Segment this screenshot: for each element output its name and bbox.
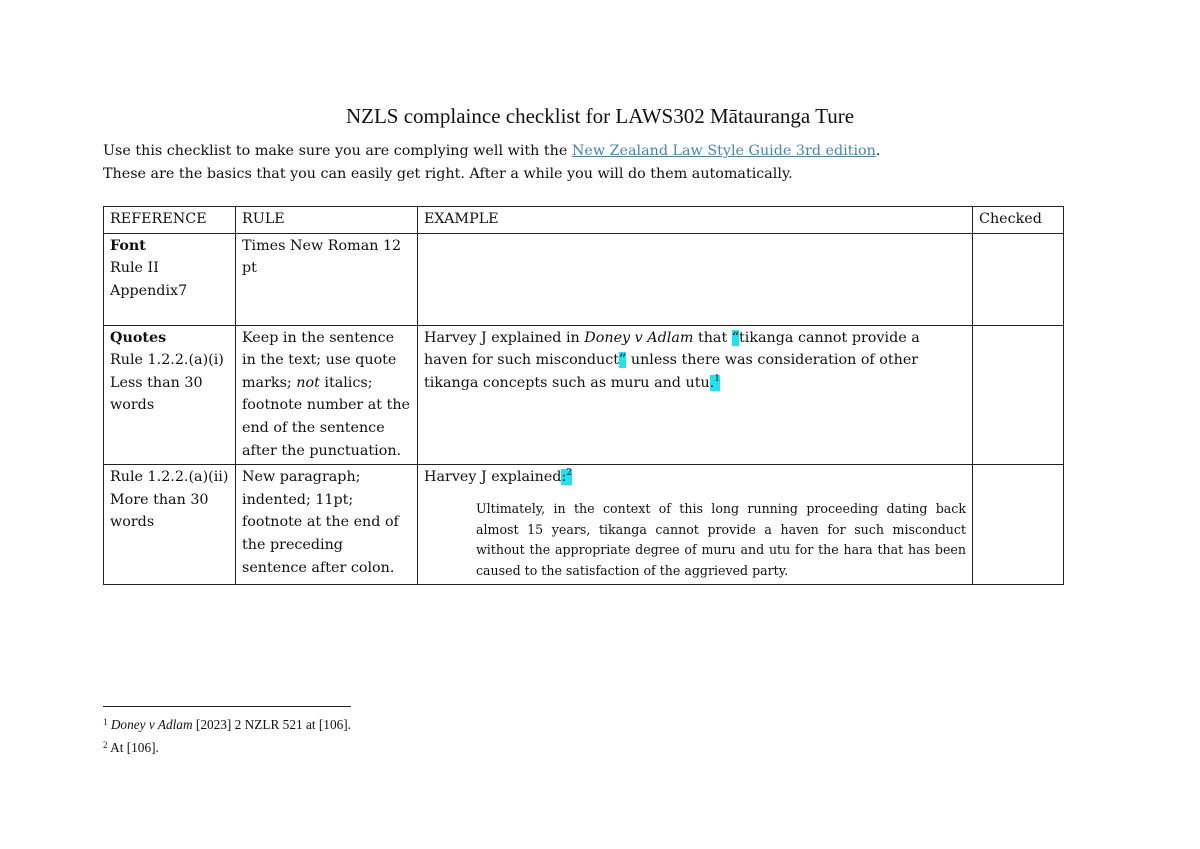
checked-cell[interactable] bbox=[973, 465, 1064, 585]
highlighted-footnote-marker bbox=[710, 375, 720, 391]
footnote-text: [2023] 2 NZLR 521 at [106]. bbox=[192, 717, 351, 732]
checked-cell[interactable] bbox=[973, 233, 1064, 325]
highlighted-quote-mark: “ bbox=[731, 329, 740, 346]
footnotes bbox=[103, 712, 351, 758]
example-text: Harvey J explained bbox=[424, 469, 562, 486]
footnote-separator bbox=[103, 706, 351, 707]
quoted-text: tikanga cannot provide a haven for such misconduct bbox=[424, 329, 920, 369]
intro-line-1 bbox=[103, 140, 880, 163]
example-intro bbox=[424, 466, 966, 489]
case-name: Doney v Adlam bbox=[584, 329, 694, 346]
example-text: Harvey J explained in bbox=[424, 329, 585, 346]
example-text: unless there was consideration of other tikanga concepts such as muru and utu bbox=[424, 352, 919, 391]
example-cell bbox=[418, 233, 973, 325]
page-title: NZLS complaince checklist for LAWS302 Mātauranga Ture bbox=[345, 104, 855, 128]
reference-line: More than 30 words bbox=[110, 491, 209, 531]
reference-heading: Font bbox=[110, 237, 146, 254]
reference-line: Appendix7 bbox=[110, 282, 188, 299]
block-quote: Ultimately, in the context of this long running proceeding dating back almost 15 years, tikanga cannot provide a haven for such misconduct without the appropriate degree of muru and utu for the hara that has been caused to the satisfaction of the aggrieved party. bbox=[476, 500, 966, 579]
rule-text: Keep in the sentence in the text; use quote marks; bbox=[242, 329, 397, 391]
reference-line: Less than 30 words bbox=[110, 374, 203, 414]
end-punctuation: . bbox=[709, 374, 715, 391]
reference-line: Rule II bbox=[110, 260, 159, 277]
rule-text: italics; footnote number at the end of the sentence after the punctuation. bbox=[242, 374, 411, 459]
rule-cell: Times New Roman 12 pt bbox=[236, 233, 418, 325]
reference-cell bbox=[104, 233, 236, 325]
footnote-item bbox=[103, 735, 351, 758]
footnote-text: At [106]. bbox=[110, 740, 159, 755]
table-header-row bbox=[104, 207, 1064, 234]
header-example: EXAMPLE bbox=[418, 207, 973, 234]
example-cell bbox=[418, 465, 973, 585]
intro-paragraph bbox=[103, 140, 880, 186]
intro-line-2: These are the basics that you can easily get right. After a while you will do them automatically. bbox=[103, 166, 793, 182]
intro-line-1-suffix: . bbox=[875, 143, 881, 159]
checklist-table bbox=[103, 206, 1064, 585]
colon: : bbox=[561, 469, 567, 486]
footnote-item bbox=[103, 712, 351, 735]
rule-cell: New paragraph; indented; 11pt; footnote at the end of the preceding sentence after colon. bbox=[236, 465, 418, 585]
reference-line: Rule 1.2.2.(a)(i) bbox=[110, 352, 224, 369]
case-name: Doney v Adlam bbox=[110, 717, 193, 732]
highlighted-footnote-marker bbox=[561, 469, 572, 485]
header-reference: REFERENCE bbox=[104, 207, 236, 234]
reference-cell bbox=[104, 325, 236, 465]
example-cell bbox=[418, 325, 973, 465]
footnote-ref[interactable]: 2 bbox=[566, 468, 572, 479]
example-text: that bbox=[693, 329, 732, 346]
footnote-ref[interactable]: 1 bbox=[714, 373, 720, 384]
header-rule: RULE bbox=[236, 207, 418, 234]
intro-line-1-prefix: Use this checklist to make sure you are complying well with the bbox=[103, 143, 572, 159]
table-row-font bbox=[104, 233, 1064, 325]
highlighted-quote-mark: ” bbox=[619, 352, 627, 369]
style-guide-link[interactable]: New Zealand Law Style Guide 3rd edition bbox=[571, 143, 876, 159]
footnote-number: 1 bbox=[103, 717, 108, 727]
rule-cell bbox=[236, 325, 418, 465]
rule-emphasis: not bbox=[296, 374, 320, 391]
header-checked: Checked bbox=[973, 207, 1064, 234]
reference-line: Rule 1.2.2.(a)(ii) bbox=[110, 469, 229, 486]
footnote-number: 2 bbox=[103, 740, 108, 750]
table-row-quotes-short bbox=[104, 325, 1064, 465]
reference-heading: Quotes bbox=[110, 329, 167, 346]
table-row-quotes-long bbox=[104, 465, 1064, 585]
reference-cell bbox=[104, 465, 236, 585]
checked-cell[interactable] bbox=[973, 325, 1064, 465]
